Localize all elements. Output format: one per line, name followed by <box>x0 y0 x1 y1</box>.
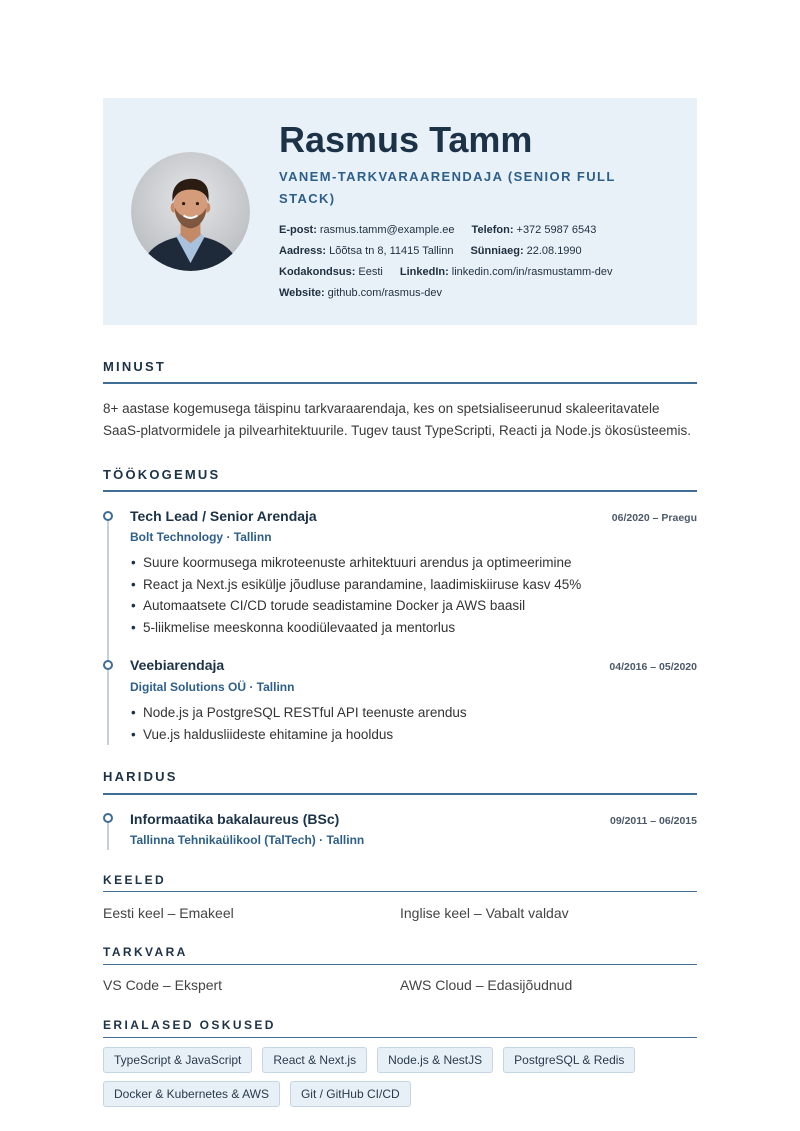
timeline-dot <box>103 813 113 823</box>
section-heading-software: TARKVARA <box>103 945 188 959</box>
skill-tags <box>103 1047 697 1107</box>
contact-row <box>279 262 613 283</box>
contact-info <box>279 220 613 304</box>
list-item: • Vue.js haldusliideste ehitamine ja hooldus <box>130 724 467 746</box>
contact-value: linkedin.com/in/rasmustamm-dev <box>451 266 613 278</box>
skill-tag: Node.js & NestJS <box>377 1047 493 1073</box>
contact-address <box>279 241 453 262</box>
skill-tag: Docker & Kubernetes & AWS <box>103 1081 280 1107</box>
section-divider <box>103 793 697 795</box>
degree-institution: Tallinna Tehnikaülikool (TalTech) · Tallinn <box>130 833 365 847</box>
job-dates: 06/2020 – Praegu <box>611 512 697 524</box>
list-item: • Node.js ja PostgreSQL RESTful API teenuste arendus <box>130 702 467 724</box>
contact-value: 22.08.1990 <box>526 245 582 257</box>
section-heading-skills: ERIALASED OSKUSED <box>103 1018 276 1032</box>
section-divider <box>103 964 697 965</box>
list-item: • Suure koormusega mikroteenuste arhitektuuri arendus ja optimeerimine <box>130 552 581 574</box>
candidate-job-title: VANEM-TARKVARAARENDAJA (SENIOR FULL STACK) <box>279 169 616 206</box>
contact-value: Eesti <box>358 266 383 278</box>
contact-label: Aadress: <box>279 245 327 257</box>
skill-tag: React & Next.js <box>262 1047 367 1073</box>
contact-label: Sünniaeg: <box>470 245 524 257</box>
contact-label: Website: <box>279 287 325 299</box>
timeline-dot <box>103 660 113 670</box>
contact-value: +372 5987 6543 <box>516 224 597 236</box>
profile-photo-image <box>131 152 250 271</box>
section-divider <box>103 490 697 492</box>
contact-value: github.com/rasmus-dev <box>327 287 442 299</box>
job-title: Tech Lead / Senior Arendaja <box>130 508 317 524</box>
section-heading-education: HARIDUS <box>103 769 178 784</box>
list-item: • React ja Next.js esikülje jõudluse parandamine, laadimiskiiruse kasv 45% <box>130 574 581 596</box>
section-heading-experience: TÖÖKOGEMUS <box>103 467 221 482</box>
skill-tag: PostgreSQL & Redis <box>503 1047 635 1073</box>
about-text: 8+ aastase kogemusega täispinu tarkvaraarendaja, kes on spetsialiseerunud skaleeritavatele SaaS-platvormidele ja pilvearhitektuurile. Tugev taust TypeScripti, Reacti ja Node.js ökosüsteemis. <box>103 401 692 438</box>
list-item: AWS Cloud – Edasijõudnud <box>400 977 573 993</box>
job-bullets <box>130 552 581 639</box>
skill-tag: TypeScript & JavaScript <box>103 1047 252 1073</box>
section-divider <box>103 382 697 384</box>
degree-dates: 09/2011 – 06/2015 <box>609 815 697 827</box>
contact-phone <box>472 220 597 241</box>
list-item: • 5-liikmelise meeskonna koodiülevaated ja mentorlus <box>130 617 581 639</box>
languages-list <box>103 903 697 923</box>
contact-label: LinkedIn: <box>399 266 449 278</box>
contact-linkedin <box>400 262 613 283</box>
contact-label: Kodakondsus: <box>279 266 356 278</box>
contact-row <box>279 241 613 262</box>
job-dates: 04/2016 – 05/2020 <box>609 661 697 673</box>
section-heading-about: MINUST <box>103 359 167 374</box>
list-item: Eesti keel – Emakeel <box>103 905 234 921</box>
contact-label: Telefon: <box>471 224 514 236</box>
contact-label: E-post: <box>279 224 317 236</box>
degree-title: Informaatika bakalaureus (BSc) <box>130 811 340 827</box>
timeline-line <box>107 516 109 745</box>
job-title: Veebiarendaja <box>130 657 225 673</box>
contact-website <box>279 283 442 304</box>
section-heading-languages: KEELED <box>103 873 167 887</box>
contact-citizenship <box>279 262 383 283</box>
candidate-name: Rasmus Tamm <box>279 119 533 160</box>
profile-photo <box>131 152 250 271</box>
timeline-dot <box>103 511 113 521</box>
software-list <box>103 975 697 995</box>
contact-row <box>279 283 613 304</box>
contact-email <box>279 220 455 241</box>
skill-tag: Git / GitHub CI/CD <box>290 1081 411 1107</box>
list-item: Inglise keel – Vabalt valdav <box>400 905 569 921</box>
list-item: VS Code – Ekspert <box>103 977 223 993</box>
job-company: Digital Solutions OÜ · Tallinn <box>130 680 295 694</box>
section-divider <box>103 891 697 892</box>
job-bullets <box>130 702 467 745</box>
contact-row <box>279 220 613 241</box>
list-item: • Automaatsete CI/CD torude seadistamine Docker ja AWS baasil <box>130 595 581 617</box>
job-company: Bolt Technology · Tallinn <box>130 530 272 544</box>
section-divider <box>103 1037 697 1038</box>
contact-value: Lõõtsa tn 8, 11415 Tallinn <box>329 245 454 257</box>
contact-birthdate <box>470 241 581 262</box>
contact-value: rasmus.tamm@example.ee <box>319 224 455 236</box>
